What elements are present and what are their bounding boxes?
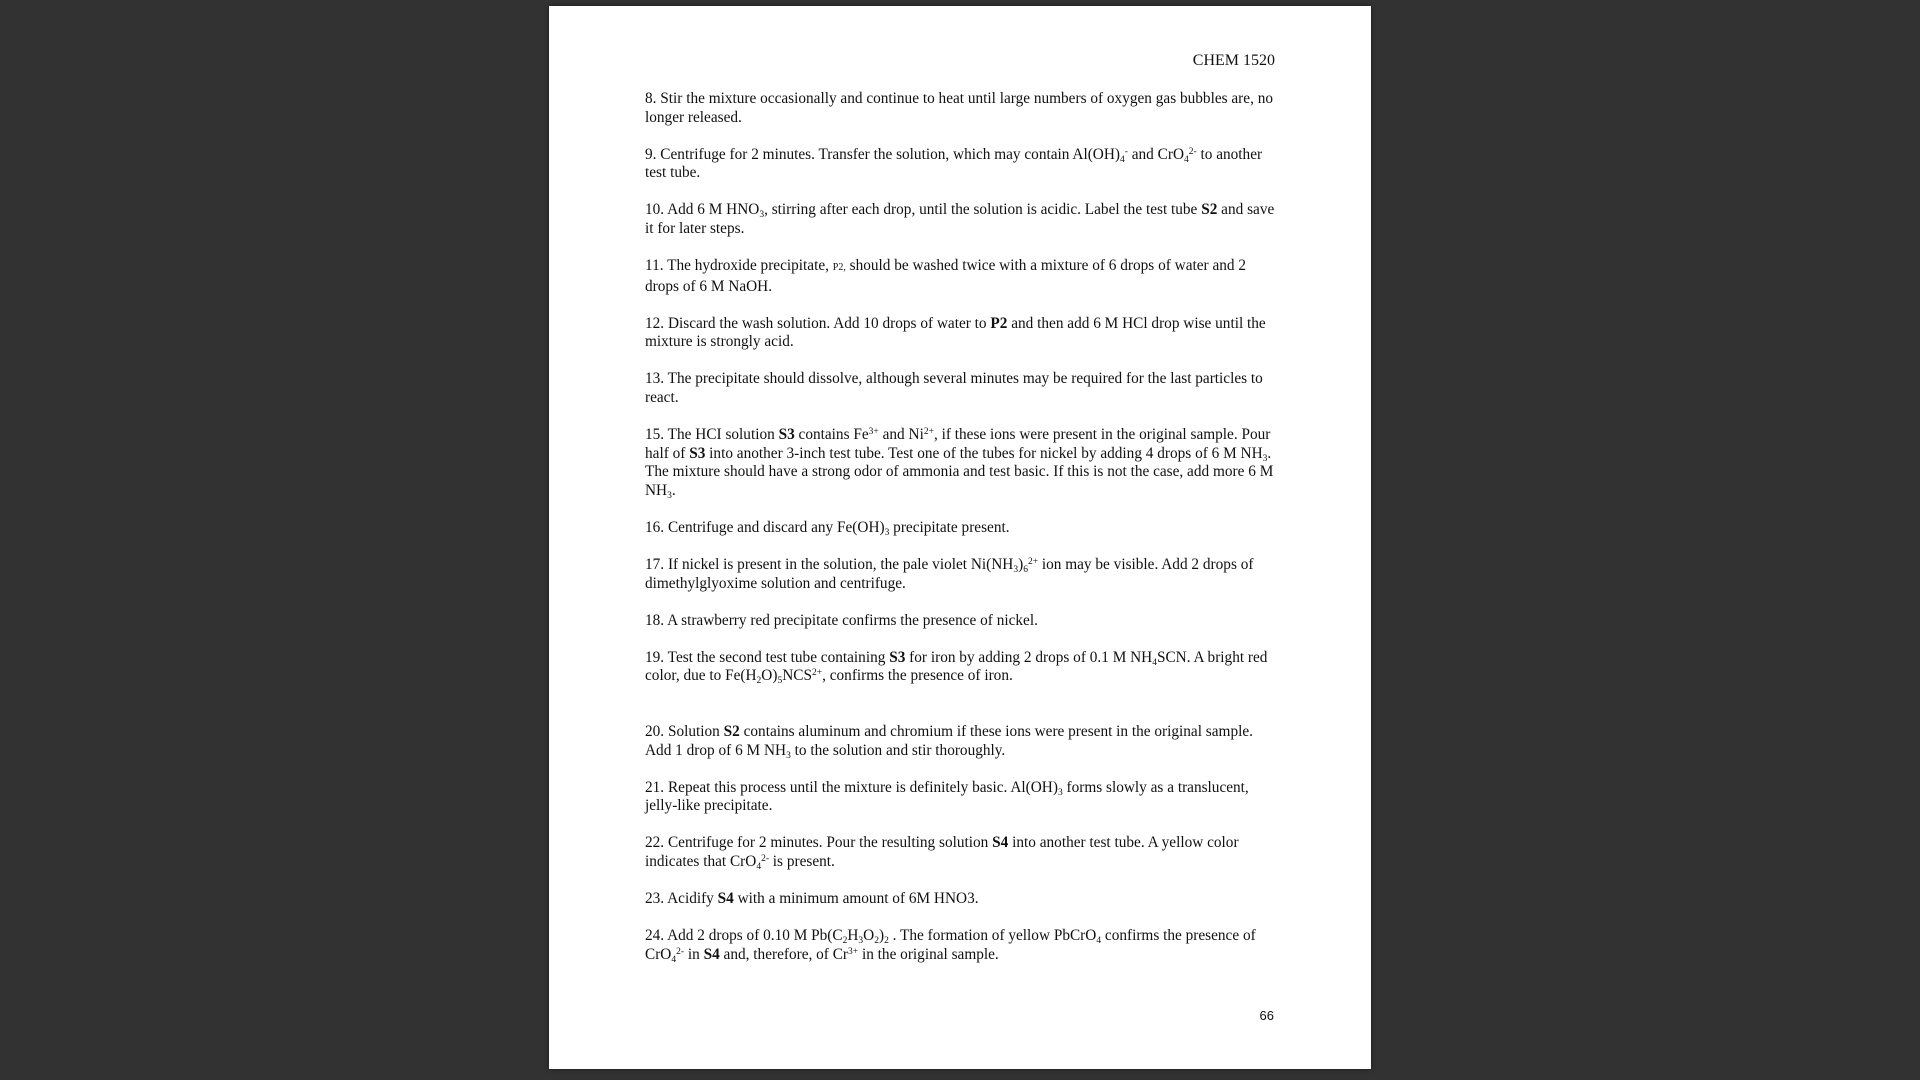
step-15: 15. The HCI solution S3 contains $Fe^{3+}$ and $Ni^{2+}$, if these ions were present in the original sample. Pour half of S3 into another 3-inch test tube. Test one of the tubes for nickel by adding 4 drops of 6 M $NH_3$. The mixture should have a strong odor of ammonia and test basic. If this is not the case, add more 6 M $NH_3$.: [645, 426, 1274, 501]
step-16: 16. Centrifuge and discard any $Fe(OH)_3$ precipitate present.: [645, 519, 1010, 538]
page-header: CHEM 1520: [1192, 52, 1275, 69]
document-page: [549, 6, 1371, 1069]
step-13: 13. The precipitate should dissolve, although several minutes may be required for the last particles to react.: [645, 370, 1263, 407]
step-17: 17. If nickel is present in the solution, the pale violet $Ni(NH_3)_6^{2+}$ ion may be visible. Add 2 drops of dimethylglyoxime solution and centrifuge.: [645, 556, 1254, 592]
document-body: [645, 90, 1281, 983]
step-19: 19. Test the second test tube containing S3 for iron by adding 2 drops of 0.1 M $NH_4SCN$. A bright red color, due to $Fe(H_2O)_5NCS^{2+}$, confirms the presence of iron.: [645, 648, 1268, 687]
step-23: 23. Acidify S4 with a minimum amount of 6M HNO3.: [645, 890, 979, 908]
step-24: 24. Add 2 drops of 0.10 M $Pb(C_2H_3O_2)_2$ . The formation of yellow PbCrO$_4$ confirms the presence of CrO$_4^{2-}$ in S4 and, therefore, of $Cr^{3+}$ in the original sample.: [645, 927, 1256, 965]
step-9: 9. Centrifuge for 2 minutes. Transfer the solution, which may contain $Al(OH)_4^-$ and CrO$_4^{2-}$ to another test tube.: [645, 145, 1263, 182]
step-8: 8. Stir the mixture occasionally and continue to heat until large numbers of oxygen gas bubbles are, no longer released.: [645, 90, 1274, 126]
step-12: 12. Discard the wash solution. Add 10 drops of water to P2 and then add 6 M HCl drop wise until the mixture is strongly acid.: [645, 314, 1266, 351]
step-21: 21. Repeat this process until the mixture is definitely basic. $Al(OH)_3$ forms slowly as a translucent, jelly-like precipitate.: [645, 778, 1249, 815]
step-11: 11. The hydroxide precipitate, P2, should be washed twice with a mixture of 6 drops of water and 2 drops of 6 M NaOH.: [645, 257, 1246, 295]
page-number: 66: [1259, 1008, 1274, 1023]
step-22: 22. Centrifuge for 2 minutes. Pour the resulting solution S4 into another test tube. A yellow color indicates that CrO$_4^{2-}$ is present.: [645, 834, 1239, 873]
step-20: 20. Solution S2 contains aluminum and chromium if these ions were present in the original sample. Add 1 drop of 6 M $NH_3$ to the solution and stir thoroughly.: [645, 723, 1253, 761]
step-10: 10. Add 6 M $HNO_3$, stirring after each drop, until the solution is acidic. Label the test tube S2 and save it for later steps.: [645, 201, 1275, 237]
step-18: 18. A strawberry red precipitate confirms the presence of nickel.: [645, 611, 1038, 629]
